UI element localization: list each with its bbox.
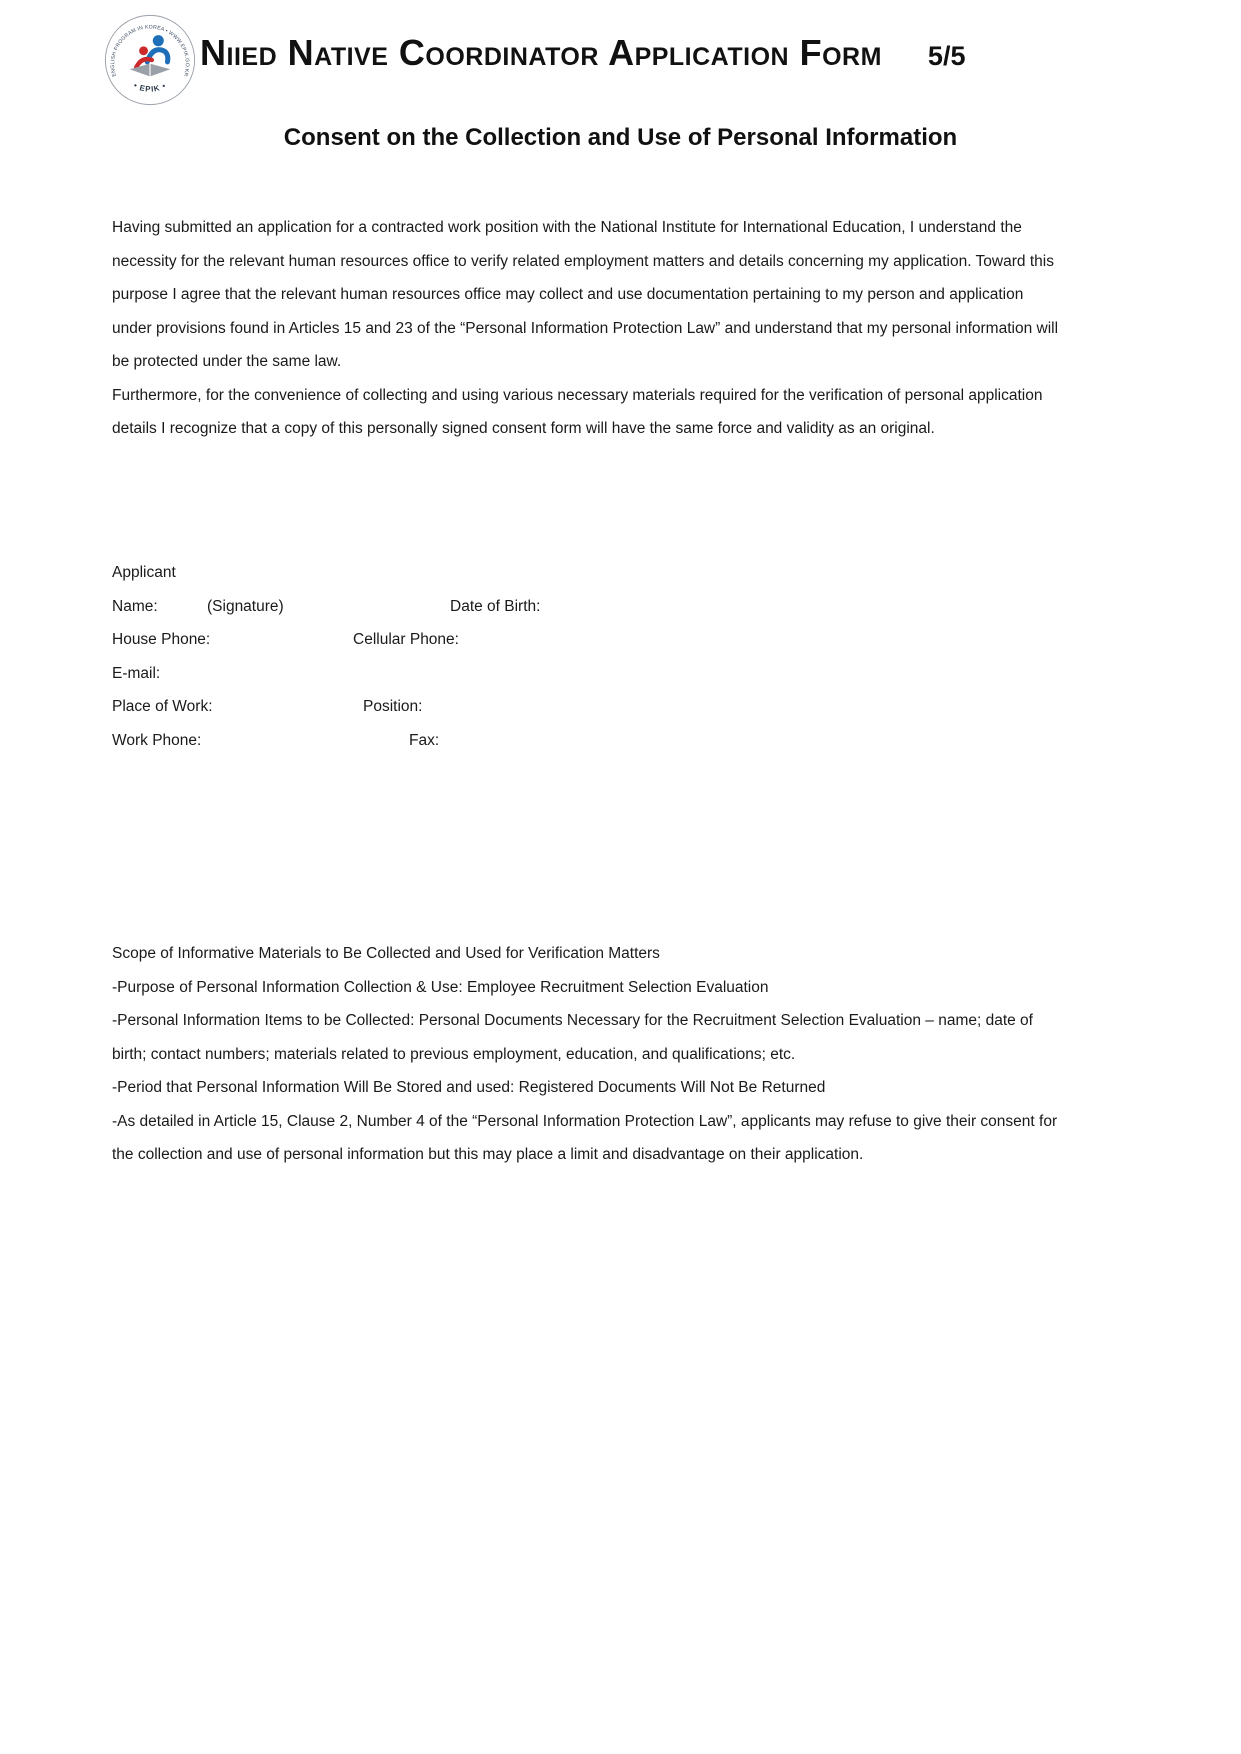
scope-line: -Personal Information Items to be Collected: Personal Documents Necessary for the Recruitment Selection Evaluation – name; date of — [112, 1012, 1033, 1029]
position-label: Position: — [363, 698, 423, 715]
scope-line: the collection and use of personal information but this may place a limit and disadvantage on their application. — [112, 1146, 864, 1163]
scope-section — [112, 937, 1057, 1172]
applicant-section — [112, 556, 1012, 757]
name-label: Name: — [112, 597, 158, 615]
dob-label: Date of Birth: — [450, 597, 541, 615]
applicant-name-row — [112, 590, 1012, 624]
applicant-section-row — [112, 556, 1012, 590]
form-title: Niied Native Coordinator Application Form — [200, 32, 882, 73]
consent-paragraphs — [112, 211, 1058, 446]
house-phone-label: House Phone: — [112, 631, 211, 648]
epik-logo-icon — [104, 14, 196, 106]
applicant-phone-row — [112, 623, 1012, 657]
fax-label: Fax: — [409, 731, 440, 749]
logo-figure-red-head — [139, 46, 148, 55]
paragraph1-line: Having submitted an application for a contracted work position with the National Institute for International Education, I understand the — [112, 219, 1022, 236]
paragraph1-line: be protected under the same law. — [112, 353, 342, 370]
paragraph1-line: purpose I agree that the relevant human resources office may collect and use documentation pertaining to my person and application — [112, 286, 1024, 303]
logo-figure-blue-head — [153, 35, 164, 46]
scope-line: -Period that Personal Information Will Be Stored and used: Registered Documents Will Not Be Returned — [112, 1079, 826, 1096]
cellular-phone-label: Cellular Phone: — [353, 631, 459, 648]
scope-line: -As detailed in Article 15, Clause 2, Number 4 of the “Personal Information Protection Law”, applicants may refuse to give their consent for — [112, 1112, 1058, 1130]
paragraph1-line: necessity for the relevant human resources office to verify related employment matters and details concerning my application. Toward this — [112, 252, 1054, 270]
consent-heading: Consent on the Collection and Use of Personal Information — [283, 124, 958, 151]
form-header — [200, 28, 965, 78]
applicant-email-row — [112, 657, 1012, 691]
paragraph2-line: details I recognize that a copy of this personally signed consent form will have the same force and validity as an original. — [112, 420, 935, 437]
applicant-workphone-row — [112, 724, 1012, 758]
logo-ring-text-bottom: • EPIK • — [132, 80, 168, 94]
logo-ring-text-top: ENGLISH PROGRAM IN KOREA • WWW.EPIK.GO.KR — [110, 24, 190, 78]
applicant-section-label: Applicant — [112, 564, 176, 581]
scope-line: Scope of Informative Materials to Be Collected and Used for Verification Matters — [112, 945, 660, 962]
signature-label: (Signature) — [207, 597, 284, 615]
paragraph1-line: under provisions found in Articles 15 and 23 of the “Personal Information Protection Law” and understand that my personal information will — [112, 319, 1059, 337]
scope-line: birth; contact numbers; materials related to previous employment, education, and qualifications; etc. — [112, 1045, 796, 1063]
page-number: 5/5 — [927, 41, 966, 71]
email-label: E-mail: — [112, 664, 161, 682]
work-phone-label: Work Phone: — [112, 731, 202, 749]
epik-logo-svg — [104, 14, 196, 106]
place-of-work-label: Place of Work: — [112, 698, 213, 715]
applicant-work-row — [112, 690, 1012, 724]
scope-line: -Purpose of Personal Information Collection & Use: Employee Recruitment Selection Evaluation — [112, 978, 769, 996]
paragraph2-line: Furthermore, for the convenience of collecting and using various necessary materials required for the verification of personal application — [112, 386, 1043, 404]
